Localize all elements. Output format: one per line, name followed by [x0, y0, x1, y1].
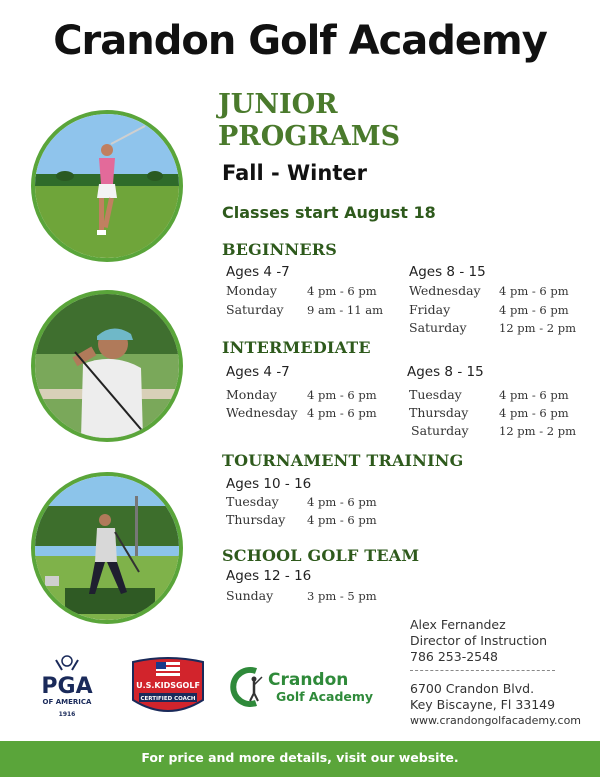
contact-phone: 786 253-2548: [410, 649, 499, 664]
uskids-logo-sub: CERTIFIED COACH: [140, 696, 196, 702]
beginners-left-day-1: Monday: [226, 283, 277, 298]
beginners-left-time-2: 9 am - 11 am: [307, 303, 383, 317]
beginners-right-time-2: 4 pm - 6 pm: [499, 303, 569, 317]
photo-boy-golfer: [31, 290, 183, 442]
tournament-day-1: Tuesday: [226, 494, 279, 509]
beginners-right-day-2: Friday: [409, 302, 451, 317]
intermediate-left-time-1: 4 pm - 6 pm: [307, 388, 377, 402]
crandon-logo-word: Crandon: [268, 670, 349, 690]
program-heading-line1: JUNIOR: [218, 89, 338, 120]
intermediate-right-time-2: 4 pm - 6 pm: [499, 406, 569, 420]
section-tournament-title: TOURNAMENT TRAINING: [222, 451, 464, 470]
uskids-logo-main: U.S.KIDSGOLF: [136, 681, 200, 690]
crandon-golf-academy-emblem: [230, 663, 388, 709]
photo-range-golfer: [31, 472, 183, 624]
uskids-badge: [129, 656, 207, 718]
school-time-1: 3 pm - 5 pm: [307, 589, 377, 603]
beginners-right-age: Ages 8 - 15: [409, 264, 486, 280]
section-school-title: SCHOOL GOLF TEAM: [222, 546, 420, 565]
beginners-left-day-2: Saturday: [226, 302, 284, 317]
beginners-right-day-1: Wednesday: [409, 283, 481, 298]
boy-golfer-illustration: [35, 294, 179, 438]
pga-logo-year: 1916: [58, 711, 76, 718]
contact-name: Alex Fernandez: [410, 617, 506, 632]
uskids-logo: [129, 656, 207, 718]
contact-address-1: 6700 Crandon Blvd.: [410, 681, 535, 696]
intermediate-left-age: Ages 4 -7: [226, 364, 290, 380]
tournament-time-1: 4 pm - 6 pm: [307, 495, 377, 509]
start-date-label: Classes start August 18: [222, 203, 436, 222]
intermediate-right-time-3: 12 pm - 2 pm: [499, 424, 576, 438]
contact-divider: [410, 670, 555, 671]
program-heading-line2: PROGRAMS: [218, 121, 401, 152]
intermediate-right-day-3: Saturday: [411, 423, 469, 438]
season-label: Fall - Winter: [222, 161, 367, 185]
intermediate-right-day-2: Thursday: [409, 405, 469, 420]
page-title: Crandon Golf Academy: [53, 18, 547, 64]
photo-girl-golfer: [31, 110, 183, 262]
intermediate-right-age: Ages 8 - 15: [407, 364, 484, 380]
beginners-right-time-1: 4 pm - 6 pm: [499, 284, 569, 298]
intermediate-left-day-1: Monday: [226, 387, 277, 402]
footer-text: For price and more details, visit our website.: [141, 750, 459, 765]
beginners-right-day-3: Saturday: [409, 320, 467, 335]
contact-address-2: Key Biscayne, Fl 33149: [410, 697, 556, 712]
beginners-right-time-3: 12 pm - 2 pm: [499, 321, 576, 335]
intermediate-left-time-2: 4 pm - 6 pm: [307, 406, 377, 420]
section-intermediate-title: INTERMEDIATE: [222, 338, 371, 357]
tournament-age: Ages 10 - 16: [226, 476, 312, 492]
intermediate-left-day-2: Wednesday: [226, 405, 298, 420]
pga-logo-main: PGA: [41, 674, 93, 699]
pga-logo-sub: OF AMERICA: [42, 698, 92, 706]
contact-role: Director of Instruction: [410, 633, 548, 648]
pga-logo: [28, 654, 106, 720]
beginners-left-age: Ages 4 -7: [226, 264, 290, 280]
crandon-logo-sub: Golf Academy: [276, 689, 374, 704]
range-golfer-illustration: [35, 476, 179, 620]
school-age: Ages 12 - 16: [226, 568, 312, 584]
tournament-day-2: Thursday: [226, 512, 286, 527]
tournament-time-2: 4 pm - 6 pm: [307, 513, 377, 527]
intermediate-right-day-1: Tuesday: [409, 387, 462, 402]
contact-website-link[interactable]: www.crandongolfacademy.com: [410, 714, 582, 727]
section-beginners-title: BEGINNERS: [222, 240, 337, 259]
pga-emblem: [28, 654, 106, 720]
intermediate-right-time-1: 4 pm - 6 pm: [499, 388, 569, 402]
beginners-left-time-1: 4 pm - 6 pm: [307, 284, 377, 298]
girl-golfer-illustration: [35, 114, 179, 258]
crandon-logo: [230, 663, 388, 709]
school-day-1: Sunday: [226, 588, 274, 603]
